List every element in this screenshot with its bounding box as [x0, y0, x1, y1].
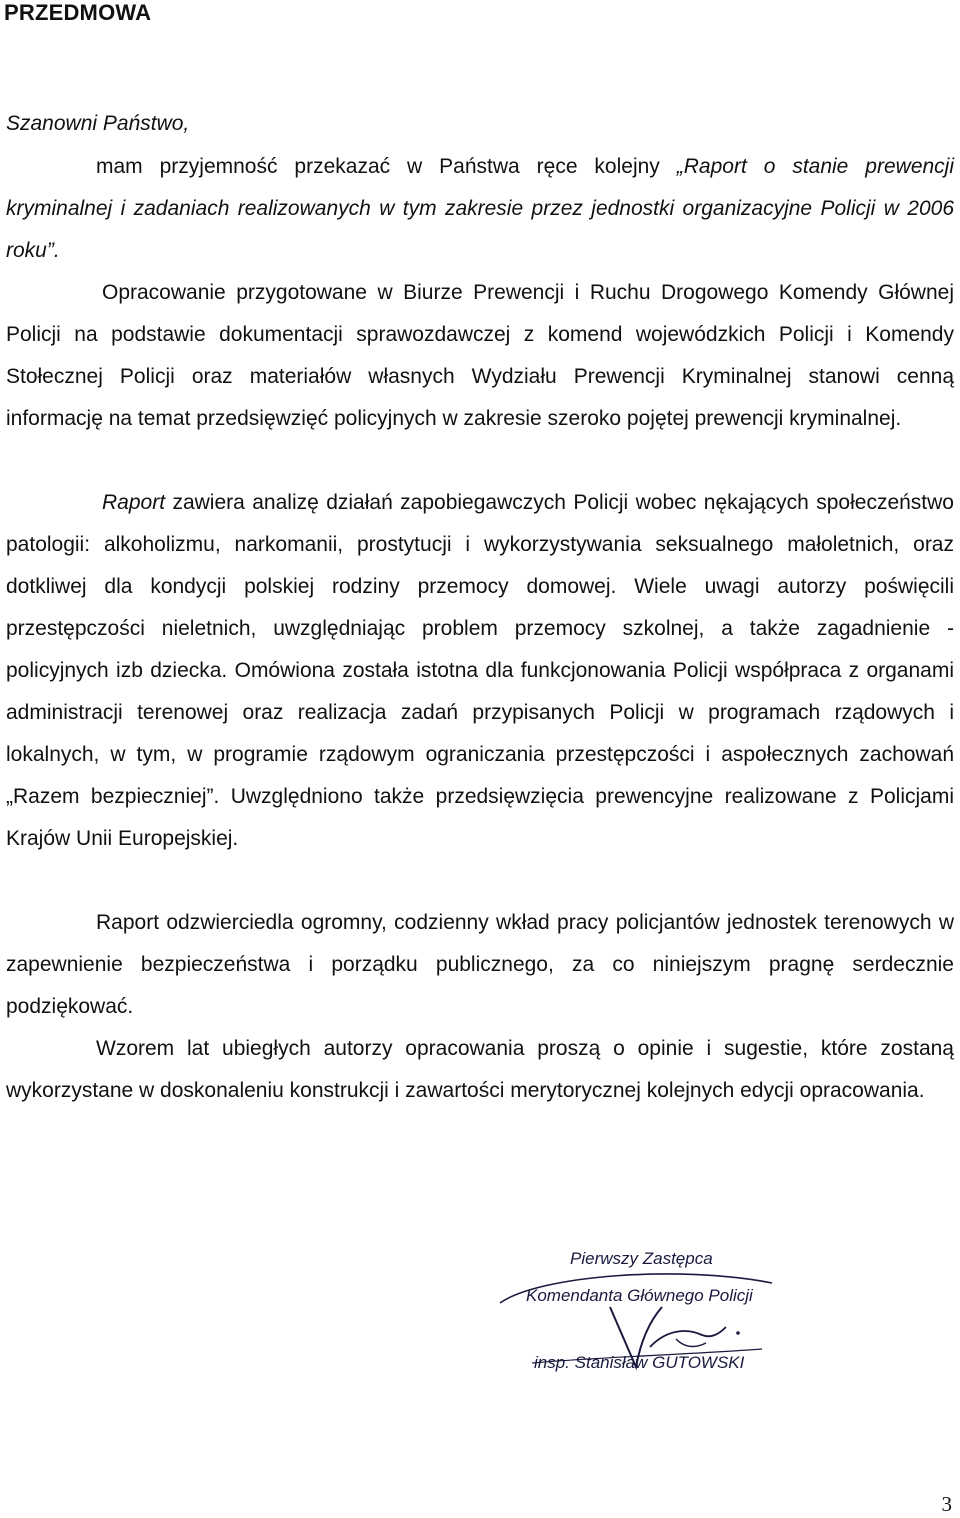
paragraph-feedback: Wzorem lat ubiegłych autorzy opracowania proszą o opinie i sugestie, które zostaną wykorzystane w doskonaleniu konstrukcji i zawartości merytorycznej kolejnych edycji opracowania.: [6, 1037, 954, 1102]
paragraph-contents: [6, 482, 954, 860]
paragraph-intro-text: mam przyjemność przekazać w Państwa ręce kolejny: [96, 155, 677, 178]
signature-block: [480, 1235, 780, 1395]
report-word: Raport: [102, 491, 166, 514]
paragraph-intro: [6, 146, 954, 272]
page-number: 3: [941, 1492, 952, 1516]
signature-title-line: Pierwszy Zastępca: [570, 1249, 713, 1268]
signature-office-line: Komendanta Głównego Policji: [526, 1286, 753, 1305]
paragraph-thanks: Raport odzwierciedla ogromny, codzienny wkład pracy policjantów jednostek terenowych w zapewnienie bezpieczeństwa i porządku publicznego, za co niniejszym pragnę serdecznie podziękować.: [6, 911, 954, 1018]
paragraph-scope: Opracowanie przygotowane w Biurze Prewencji i Ruchu Drogowego Komendy Głównej Policji na podstawie dokumentacji sprawozdawczej z komend wojewódzkich Policji i Komendy Stołecznej Policji oraz materiałów własnych Wydziału Prewencji Kryminalnej stanowi cenną informację na temat przedsięwzięć policyjnych w zakresie szeroko pojętej prewencji kryminalnej.: [6, 281, 954, 430]
paragraph-contents-text: zawiera analizę działań zapobiegawczych Policji wobec nękających społeczeństwo patologii: alkoholizmu, narkomanii, prostytucji i wykorzystywania seksualnego małoletnich, oraz dotkliwej dla kondycji polskiej rodziny przemocy domowej. Wiele uwagi autorzy poświęcili przestępczości nieletnich, uwzględniając problem przemocy szkolnej, a także zagadnienie - policyjnych izb dziecka. Omówiona została istotna dla funkcjonowania Policji współpraca z organami administracji terenowej oraz realizacja zadań przypisanych Policji w programach rządowych i lokalnych, w tym, w programie rządowym ograniczania przestępczości i aspołecznych zachowań „Razem bezpieczniej”. Uwzględniono także przedsięwzięcia prewencyjne realizowane z Policjami Krajów Unii Europejskiej.: [6, 491, 954, 850]
report-title: „Raport o stanie prewencji kryminalnej i zadaniach realizowanych w tym zakresie przez jednostki organizacyjne Policji w 2006 roku”.: [6, 155, 955, 262]
salutation: Szanowni Państwo,: [6, 112, 190, 135]
page-title: PRZEDMOWA: [4, 0, 152, 25]
signature-name-line: insp. Stanisław GUTOWSKI: [534, 1353, 745, 1372]
